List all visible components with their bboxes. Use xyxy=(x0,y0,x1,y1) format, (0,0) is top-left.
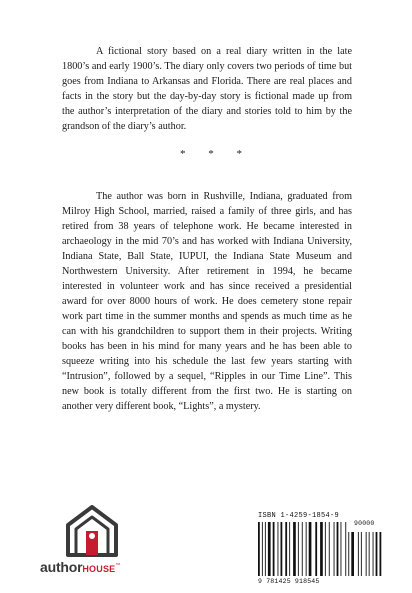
trademark-symbol: ™ xyxy=(115,562,121,569)
author-bio-paragraph: The author was born in Rushville, Indiana, graduated from Milroy High School, married, raised a family of three girls, and has retired from 38 years of telephone work. He became interested in archaeology in the mid 70’s and has worked with Indiana University, Indiana State, Ball State, IUPUI, the Indiana State Museum and Northwestern University. After retirement in 1994, he became interested in volunteer work and has since received a presidential award for over 8000 hours of work. He does cemetery stone repair work part time in the summer months and spends as much time as he can with his grandchildren to support them in their projects. Writing books has been in his mind for many years and he has been able to squeeze writing into his schedule the last few years starting with “Intrusion”, followed by a sequel, “Ripples in our Time Line”. This new book is totally different from the first two. He is starting on another very different book, “Lights”, a mystery. xyxy=(62,191,352,412)
publisher-name-part2: HOUSE xyxy=(82,564,116,574)
isbn-label: ISBN 1-4259-1854-9 xyxy=(258,512,340,520)
publisher-wordmark xyxy=(40,559,160,575)
isbn-barcode xyxy=(254,512,390,588)
description-paragraph: A fictional story based on a real diary written in the late 1800’s and early 1900’s. The diary only covers two periods of time but goes from Indiana to Arkansas and Florida. There are real places and facts in the story but the day-by-day story is fictional made up from the author’s interpretation of the diary and stories told to him by the grandson of the diary’s author. xyxy=(62,46,352,132)
price-code: 90000 xyxy=(354,520,375,527)
publisher-logo xyxy=(40,505,148,580)
barcode-digits xyxy=(258,520,375,585)
ean-number: 9 781425 918545 xyxy=(258,578,320,585)
barcode-bars xyxy=(254,522,390,578)
publisher-name-part1: author xyxy=(40,559,83,575)
section-separator: * * * xyxy=(180,148,252,160)
authorhouse-logo-icon xyxy=(64,505,120,559)
